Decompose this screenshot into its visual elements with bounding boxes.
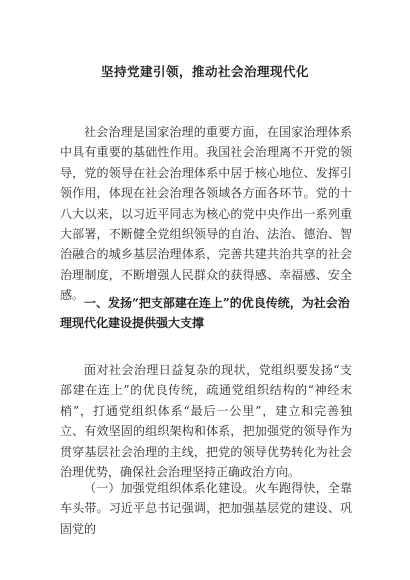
paragraph-subsection-1: （一）加强党组织体系化建设。火车跑得快，全靠车头带。习近平总书记强调，把加强基层党的建设、巩固党的 [60, 481, 352, 536]
paragraph-intro: 社会治理是国家治理的重要方面，在国家治理体系中具有重要的基础性作用。我国社会治理离不开党的领导，党的领导在社会治理体系中居于核心地位、发挥引领作用，体现在社会治理各领域各方面各环节。党的十八大以来，以习近平同志为核心的党中央作出一系列重大部署，不断健全党组织领导的自治、法治、德治、智治融合的城乡基层治理体系，完善共建共治共享的社会治理制度，不断增强人民群众的获得感、幸福感、安全感。 [60, 125, 352, 303]
document-title: 坚持党建引领，推动社会治理现代化 [100, 64, 309, 79]
paragraph-section-1: 面对社会治理日益复杂的现状，党组织要发扬“支部建在连上”的优良传统，疏通党组织结构的“神经末梢”，打通党组织体系“最后一公里”，建立和完善独立、有效坚固的组织架构和体系，把加强党的领导作为贯穿基层社会治理的主线，把党的领导优势转化为社会治理优势，确保社会治理坚持正确政治方向。 [60, 363, 352, 480]
section-heading-1: 一、发扬“把支部建在连上”的优良传统，为社会治理现代化建设提供强大支撑 [60, 296, 350, 331]
